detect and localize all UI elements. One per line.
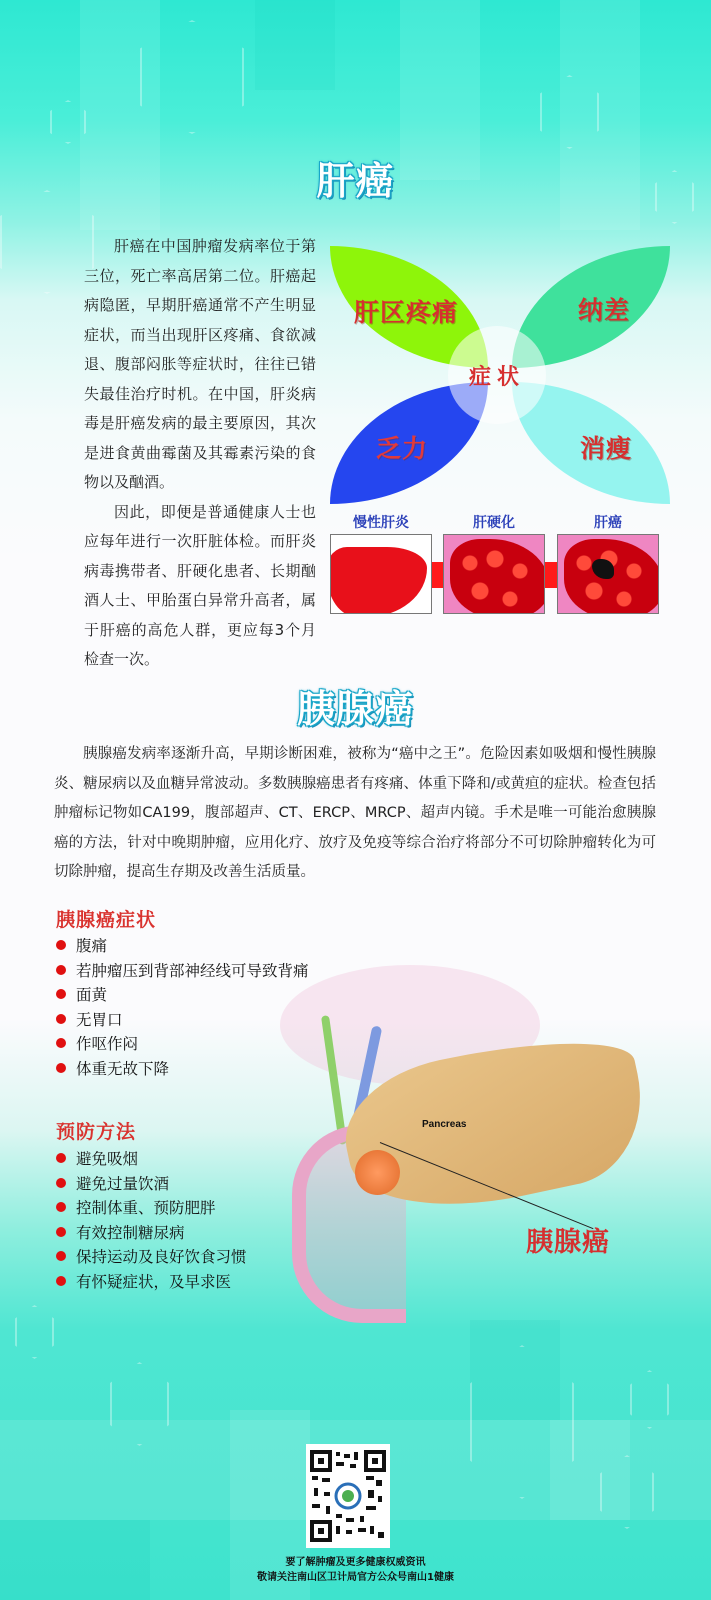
- liver-screening-paragraph: 因此，即便是普通健康人士也应每年进行一次肝脏体检。而肝炎病毒携带者、肝硬化患者、长期酗酒人士、甲胎蛋白异常升高者，属于肝癌的高危人群，更应每3个月检查一次。: [84, 502, 316, 668]
- list-item: 控制体重、预防肥胖: [56, 1195, 247, 1220]
- bullet-dot-icon: [56, 1276, 66, 1286]
- pancreatic-cancer-description: 胰腺癌发病率逐渐升高，早期诊断困难，被称为“癌中之王”。危险因素如吸烟和慢性胰腺炎、糖尿病以及血糖异常波动。多数胰腺癌患者有疼痛、体重下降和/或黄疸的症状。检查包括肿瘤标记物如CA199，腹部超声、CT、ERCP、MRCP、超声内镜。手术是唯一可能治愈胰腺癌的方法，针对中晚期肿瘤，应用化疗、放疗及免疫等综合治疗将部分不可切除肿瘤转化为可切除肿瘤，提高生存期及改善生活质量。: [54, 746, 656, 880]
- footer-line-2: 敬请关注南山区卫计局官方公众号南山1健康: [257, 1572, 454, 1583]
- bullet-dot-icon: [56, 1251, 66, 1261]
- liver-disease-progression: [330, 512, 670, 622]
- symptom-petal-liver-pain: 肝区疼痛: [330, 246, 488, 368]
- stage-label-chronic-hepatitis: 慢性肝炎: [353, 515, 409, 531]
- symptom-petal-weight-loss: 消瘦: [512, 382, 670, 504]
- bullet-dot-icon: [56, 1227, 66, 1237]
- stage-label-cirrhosis: 肝硬化: [473, 515, 515, 531]
- list-item: 有效控制糖尿病: [56, 1220, 247, 1245]
- pancreatic-symptoms-list: [56, 933, 309, 1080]
- bullet-dot-icon: [56, 1178, 66, 1188]
- qr-code-icon: [306, 1444, 390, 1548]
- footer-text: [0, 1555, 711, 1585]
- pancreatic-symptoms-heading: 胰腺癌症状: [56, 909, 157, 931]
- pancreatic-cancer-title: 胰腺癌: [296, 687, 414, 731]
- bullet-dot-icon: [56, 940, 66, 950]
- tumor-mass: [355, 1150, 400, 1195]
- bullet-dot-icon: [56, 1063, 66, 1073]
- symptom-center-label: 症状: [448, 326, 546, 424]
- liver-cancer-image: [557, 534, 659, 614]
- list-item: 腹痛: [56, 933, 309, 958]
- healthy-liver-image: [330, 534, 432, 614]
- list-item: 有怀疑症状，及早求医: [56, 1269, 247, 1294]
- bullet-dot-icon: [56, 1038, 66, 1048]
- liver-symptom-diagram: [330, 246, 670, 504]
- list-item: 无胃口: [56, 1007, 309, 1032]
- bullet-dot-icon: [56, 989, 66, 999]
- footer-line-1: 要了解肿瘤及更多健康权威资讯: [285, 1557, 426, 1568]
- liver-intro-paragraph: 肝癌在中国肿瘤发病率位于第三位，死亡率高居第二位。肝癌起病隐匿，早期肝癌通常不产生明显症状，而当出现肝区疼痛、食欲减退、腹部闷胀等症状时，往往已错失最佳治疗时机。在中国，肝炎病毒是肝癌发病的最主要原因，其次是进食黄曲霉菌及其霉素污染的食物以及酗酒。: [84, 237, 316, 491]
- liver-cancer-title: 肝癌: [316, 159, 395, 203]
- prevention-heading: 预防方法: [56, 1121, 137, 1143]
- qr-code[interactable]: [306, 1444, 390, 1548]
- list-item: 保持运动及良好饮食习惯: [56, 1244, 247, 1269]
- bullet-dot-icon: [56, 1202, 66, 1212]
- symptom-petal-fatigue: 乏力: [330, 382, 488, 504]
- bullet-dot-icon: [56, 965, 66, 975]
- list-item: 避免过量饮酒: [56, 1171, 247, 1196]
- cirrhosis-liver-image: [443, 534, 545, 614]
- prevention-list: [56, 1146, 247, 1293]
- list-item: 面黄: [56, 982, 309, 1007]
- list-item: 避免吸烟: [56, 1146, 247, 1171]
- pancreatic-cancer-callout: 胰腺癌: [526, 1227, 610, 1258]
- bullet-dot-icon: [56, 1153, 66, 1163]
- list-item: 体重无故下降: [56, 1056, 309, 1081]
- stage-label-liver-cancer: 肝癌: [594, 515, 622, 531]
- symptom-petal-poor-appetite: 纳差: [512, 246, 670, 368]
- list-item: 作呕作闷: [56, 1031, 309, 1056]
- pancreas-label: Pancreas: [422, 1119, 467, 1130]
- list-item: 若肿瘤压到背部神经线可导致背痛: [56, 958, 309, 983]
- bullet-dot-icon: [56, 1014, 66, 1024]
- liver-cancer-description: [84, 232, 316, 675]
